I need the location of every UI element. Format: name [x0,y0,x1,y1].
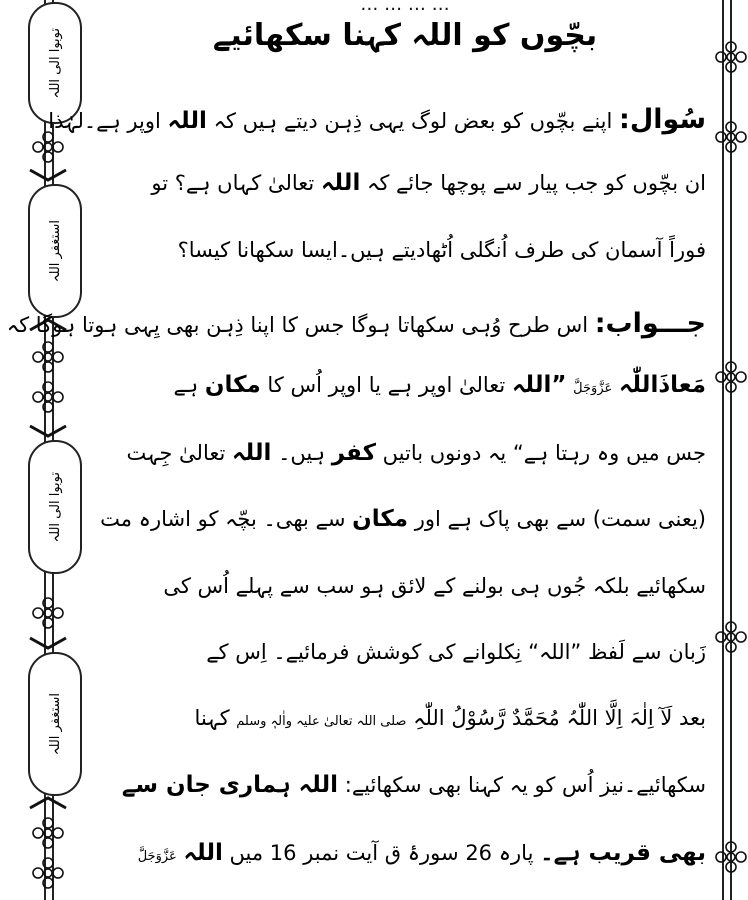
text-span: اس طرح وُہی سکھاتا ہوگا جس کا اپنا ذِہن بھی یِہی ہوتا ہوگا کہ [6,313,589,337]
allah-name: اللہ [232,440,272,466]
flower-ornament-icon [31,816,65,850]
border-oval-text: توبوا الی اللہ [47,471,63,543]
page-title: بچّوں کو اللہ کہنا سکھائیے [212,18,598,53]
allah-name: اللہ [320,170,361,196]
text-span: تعالیٰ کہاں ہے؟ تو [151,171,315,195]
text-span: جس میں وہ رہتا ہے“ یہ دونوں باتیں [382,441,706,465]
answer-label: جـــواب: [594,308,706,339]
border-oval [28,440,82,574]
text-span: سکھائیے بلکہ جُوں ہی بولنے کے لائق ہو سب سے پہلے اُس کی [163,574,706,598]
text-span: عَزَّوَجَلَّ [573,381,613,396]
answer-line [104,772,706,798]
left-decorative-border [0,0,98,900]
allah-name: ”اللہ [511,372,567,398]
text-span: مَعاذَاللّٰہ [618,372,706,398]
text-span: مکان [204,372,261,398]
text-span: مکان [352,506,408,532]
flower-ornament-icon [31,340,65,374]
flower-ornament-icon [714,840,748,874]
text-span: ہے [173,373,199,397]
flower-ornament-icon [714,40,748,74]
answer-line [104,706,706,730]
answer-line [104,640,706,664]
text-span: اوپر ہے۔لہٰذا [48,109,161,133]
answer-line [104,574,706,598]
answer-line [104,440,706,466]
flower-ornament-icon [31,856,65,890]
text-span: تعالیٰ اوپر ہے یا اوپر اُس کا [267,373,506,397]
chevron-ornament-icon [28,424,68,438]
flower-ornament-icon [714,120,748,154]
border-oval [28,652,82,796]
text-span: بھی قریب ہے۔ [540,840,706,866]
text-span: (یعنی سمت) سے بھی پاک ہے اور [414,507,706,531]
text-span: فوراً آسمان کی طرف اُنگلی اُٹھادیتے ہیں۔ایسا سکھانا کیسا؟ [177,238,706,262]
answer-line [104,840,706,866]
text-span: صلی اللہ تعالیٰ علیہ واٰلہٖ وسلم [236,714,407,729]
text-span: بعد لَآ اِلٰہَ اِلَّا اللّٰہُ مُحَمَّدٌ رَّسُوْلُ اللّٰہِ [413,706,706,730]
answer-line [6,308,706,339]
question-line [104,170,706,196]
chevron-ornament-icon [28,636,68,650]
answer-line [100,506,706,532]
text-span: ہیں۔ [278,441,326,465]
text-span: تعالیٰ جِہت [126,441,226,465]
text-span: کفر [331,440,376,466]
border-oval-text: استغفر اللہ [47,219,63,283]
question-line [48,104,706,135]
border-oval [28,184,82,318]
flower-ornament-icon [714,360,748,394]
question-label: سُوال: [619,104,706,135]
chevron-ornament-icon [28,796,68,810]
chevron-ornament-icon [28,168,68,182]
text-span: کہنا [194,706,230,730]
flower-ornament-icon [31,380,65,414]
text-span: اللہ ہماری جان سے [121,772,339,798]
right-decorative-border [710,0,740,900]
allah-name: اللہ [167,108,207,134]
text-span: عَزَّوَجَلَّ [137,849,177,864]
flower-ornament-icon [714,620,748,654]
flower-ornament-icon [31,596,65,630]
cropped-previous-line: … … … … [360,0,450,15]
border-oval-text: استغفر اللہ [47,692,63,756]
question-line [104,238,706,262]
text-span: پارہ 26 سورۂ ق آیت نمبر 16 میں [229,841,534,865]
text-span: سکھائیے۔نیز اُس کو یہ کہنا بھی سکھائیے: [344,773,706,797]
flower-ornament-icon [31,130,65,164]
text-span: اپنے بچّوں کو بعض لوگ یہی ذِہن دیتے ہیں کہ [213,109,613,133]
text-span: زَبان سے لَفظ ”اللہ“ نِکلوانے کی کوشش فرمائیے۔ اِس کے [206,640,706,664]
allah-name: اللہ [183,840,223,866]
border-oval-text: توبوا الی اللہ [47,27,63,99]
answer-line [104,372,706,398]
text-span: سے بھی۔ بچّہ کو اشارہ مت [100,507,346,531]
text-span: ان بچّوں کو جب پیار سے پوچھا جائے کہ [367,171,706,195]
